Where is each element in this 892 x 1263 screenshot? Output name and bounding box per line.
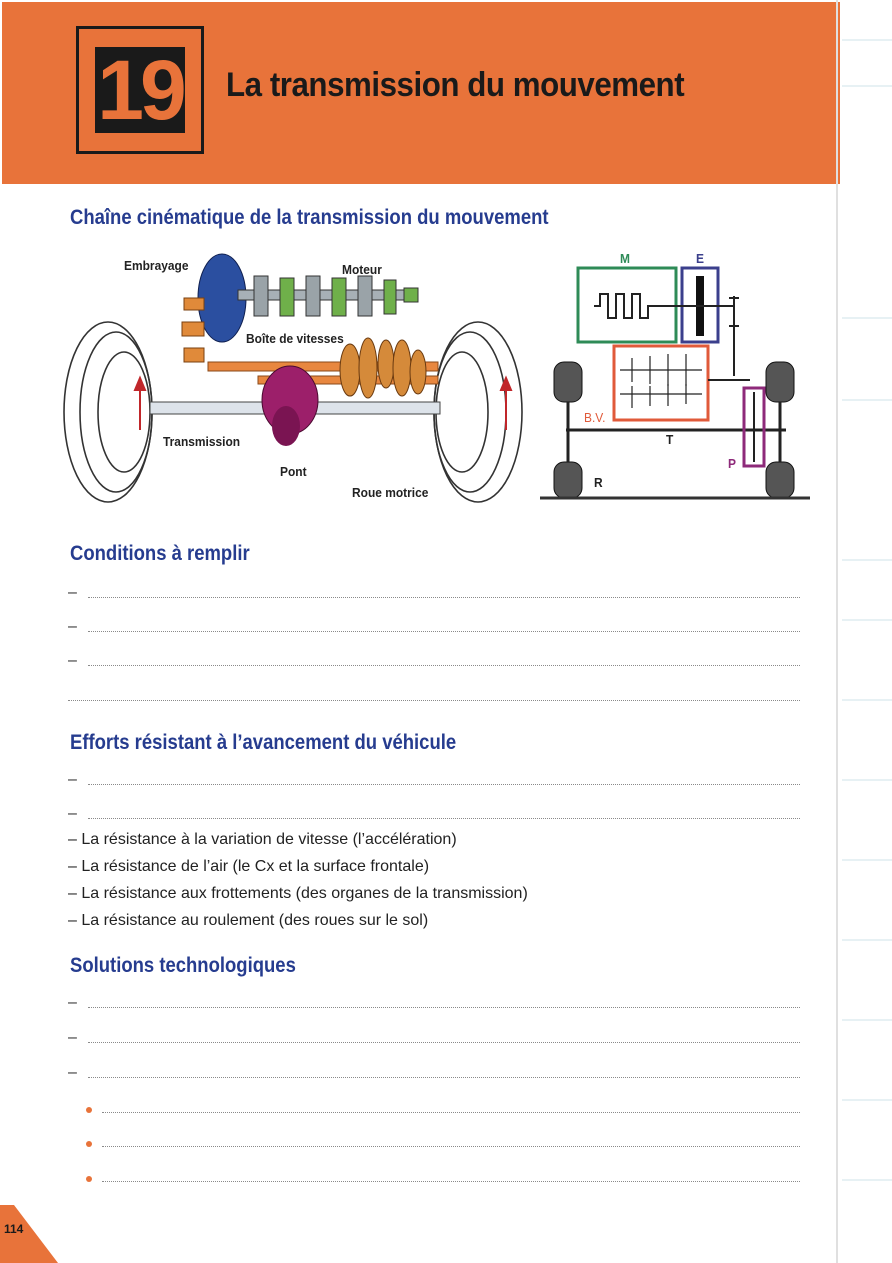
schema-label-m: M <box>620 251 630 266</box>
answer-line[interactable] <box>68 700 800 701</box>
schema-label-bv: B.V. <box>584 410 606 425</box>
dash-marker: – <box>68 805 77 822</box>
answer-line[interactable] <box>88 784 800 785</box>
kinematic-schematic <box>536 246 814 508</box>
answer-line[interactable] <box>102 1146 800 1147</box>
list-item: – La résistance à la variation de vitesse (l’accélération) <box>68 831 457 848</box>
page-number: 114 <box>4 1222 24 1236</box>
gearbox-box-shape <box>614 346 708 420</box>
section-heading-solutions: Solutions technologiques <box>70 954 296 977</box>
answer-line[interactable] <box>88 597 800 598</box>
answer-line[interactable] <box>88 1042 800 1043</box>
answer-line[interactable] <box>88 665 800 666</box>
left-wheel-shape <box>64 322 152 502</box>
right-wheel-shape <box>434 322 522 502</box>
chapter-number: 19 <box>95 47 185 133</box>
dash-marker: – <box>68 584 77 601</box>
dash-marker: – <box>68 1029 77 1046</box>
dash-marker: – <box>68 1064 77 1081</box>
chapter-number-box <box>76 26 204 154</box>
section-heading-chain: Chaîne cinématique de la transmission du mouvement <box>70 206 549 229</box>
label-pont: Pont <box>280 464 307 479</box>
chapter-title: La transmission du mouvement <box>226 66 685 104</box>
answer-line[interactable] <box>88 1077 800 1078</box>
dash-marker: – <box>68 771 77 788</box>
list-item: – La résistance au roulement (des roues sur le sol) <box>68 912 429 929</box>
dash-marker: – <box>68 618 77 635</box>
list-item: – La résistance de l’air (le Cx et la surface frontale) <box>68 858 430 875</box>
dash-marker: – <box>68 652 77 669</box>
chapter-header <box>2 2 840 184</box>
answer-line[interactable] <box>102 1181 800 1182</box>
label-roue-motrice: Roue motrice <box>352 485 429 500</box>
answer-line[interactable] <box>102 1112 800 1113</box>
crankshaft-shape <box>238 276 418 316</box>
answer-line[interactable] <box>88 818 800 819</box>
section-heading-efforts: Efforts résistant à l’avancement du véhicule <box>70 731 457 754</box>
answer-line[interactable] <box>88 1007 800 1008</box>
schema-label-r: R <box>594 475 603 490</box>
label-boite-vitesses: Boîte de vitesses <box>246 331 344 346</box>
label-embrayage: Embrayage <box>124 258 189 273</box>
schema-label-p: P <box>728 456 736 471</box>
dash-marker: – <box>68 994 77 1011</box>
answer-line[interactable] <box>88 631 800 632</box>
bullet-icon <box>86 1141 92 1147</box>
section-heading-conditions: Conditions à remplir <box>70 542 250 565</box>
bullet-icon <box>86 1107 92 1113</box>
label-moteur: Moteur <box>342 262 382 277</box>
list-item: – La résistance aux frottements (des organes de la transmission) <box>68 885 528 902</box>
margin-ruled-lines <box>842 0 892 1263</box>
schema-label-e: E <box>696 251 704 266</box>
schema-label-t: T <box>666 432 674 447</box>
bullet-icon <box>86 1176 92 1182</box>
gearbox-gears-shape <box>340 338 426 398</box>
differential-shape <box>262 366 318 446</box>
label-transmission: Transmission <box>163 434 241 449</box>
page-edge-rule <box>836 0 838 1263</box>
